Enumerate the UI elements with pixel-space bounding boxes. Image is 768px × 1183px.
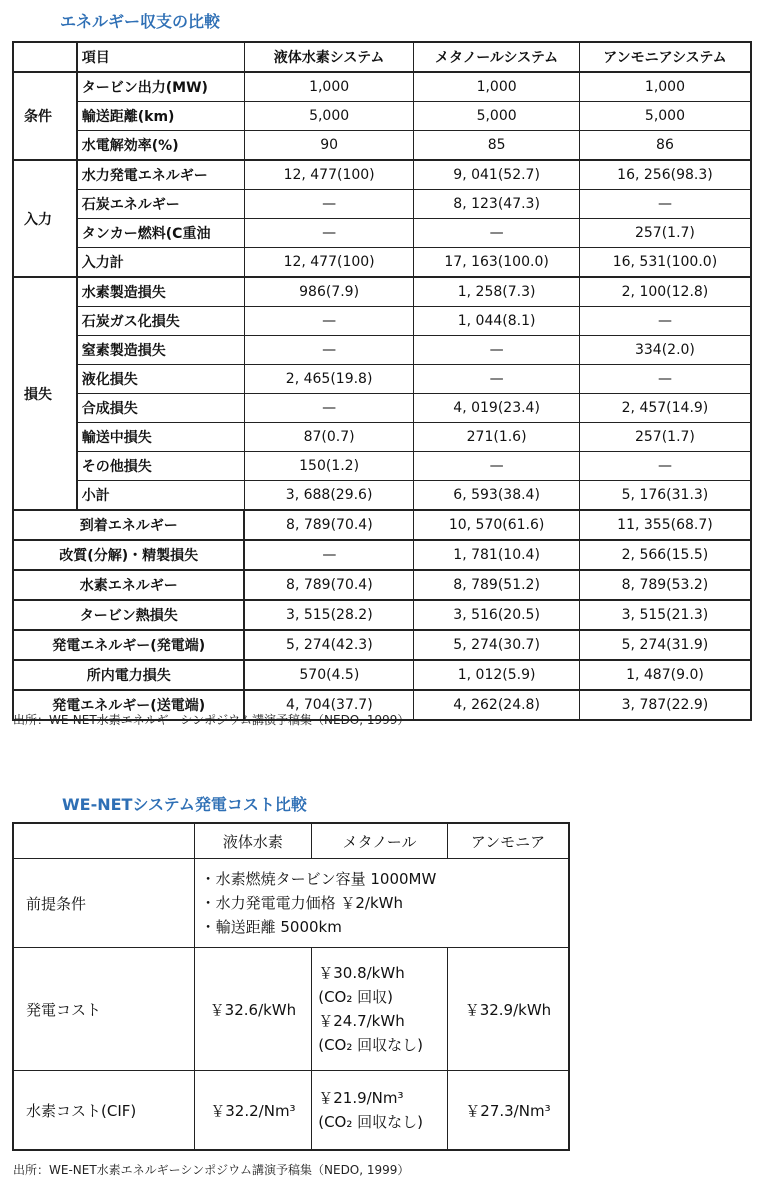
row-label: 水素製造損失 xyxy=(77,277,245,307)
table-row xyxy=(13,394,751,423)
energy-balance-title: エネルギー収支の比較 xyxy=(60,12,221,31)
cell-value: 8, 123(47.3) xyxy=(414,190,580,219)
cell-value: — xyxy=(414,219,580,248)
table-row xyxy=(13,600,751,630)
header-methanol: メタノール xyxy=(312,823,448,859)
cell-value: 87(0.7) xyxy=(244,423,413,452)
table-row xyxy=(13,307,751,336)
cell-value: 570(4.5) xyxy=(244,660,413,690)
table-row xyxy=(13,365,751,394)
cell-value: 257(1.7) xyxy=(579,219,751,248)
table-row xyxy=(13,570,751,600)
cell-value: — xyxy=(244,394,413,423)
table-row xyxy=(13,72,751,102)
table-row xyxy=(13,102,751,131)
gen-cost-lh2: ￥32.6/kWh xyxy=(194,948,312,1071)
row-label: 輸送中損失 xyxy=(77,423,245,452)
cell-value: 8, 789(53.2) xyxy=(579,570,751,600)
row-label: 合成損失 xyxy=(77,394,245,423)
table-row xyxy=(13,630,751,660)
header-lh2: 液体水素システム xyxy=(244,42,413,72)
table-row xyxy=(13,336,751,365)
cell-value: 5, 274(31.9) xyxy=(579,630,751,660)
group-conditions: 条件 xyxy=(13,72,77,160)
source-note-2: 出所：WE-NET水素エネルギーシンポジウム講演予稿集（NEDO, 1999） xyxy=(13,1163,410,1177)
cell-value: 271(1.6) xyxy=(414,423,580,452)
cell-value: — xyxy=(579,190,751,219)
cell-value: 257(1.7) xyxy=(579,423,751,452)
table-row xyxy=(13,423,751,452)
row-label: 所内電力損失 xyxy=(13,660,244,690)
header-lh2: 液体水素 xyxy=(194,823,312,859)
cell-value: 10, 570(61.6) xyxy=(414,510,580,540)
cell-value: — xyxy=(244,540,413,570)
row-label: タンカー燃料(C重油 xyxy=(77,219,245,248)
premise-line: ・輸送距離 5000km xyxy=(200,918,342,936)
table-row xyxy=(13,219,751,248)
cell-value: 1, 258(7.3) xyxy=(414,277,580,307)
cell-value: — xyxy=(244,219,413,248)
header-item: 項目 xyxy=(77,42,245,72)
row-label: 発電エネルギー(発電端) xyxy=(13,630,244,660)
premise-conditions xyxy=(194,859,569,948)
row-label: 到着エネルギー xyxy=(13,510,244,540)
cell-value: 2, 566(15.5) xyxy=(579,540,751,570)
table-row xyxy=(13,540,751,570)
cell-value: 1, 487(9.0) xyxy=(579,660,751,690)
cell-value: 5, 274(42.3) xyxy=(244,630,413,660)
row-label: 小計 xyxy=(77,481,245,511)
cell-value: 986(7.9) xyxy=(244,277,413,307)
gen-cost-ammonia: ￥32.9/kWh xyxy=(447,948,569,1071)
cell-value: 8, 789(51.2) xyxy=(414,570,580,600)
cell-value: 1,000 xyxy=(244,72,413,102)
row-label-h2-cost: 水素コスト(CIF) xyxy=(13,1071,194,1151)
table-row xyxy=(13,948,569,1071)
cell-value: 11, 355(68.7) xyxy=(579,510,751,540)
gen-cost-methanol: ￥30.8/kWh (CO₂ 回収) ￥24.7/kWh (CO₂ 回収なし) xyxy=(312,948,448,1071)
cell-value: 334(2.0) xyxy=(579,336,751,365)
cell-value: 4, 019(23.4) xyxy=(414,394,580,423)
cell-value: 1, 012(5.9) xyxy=(414,660,580,690)
cell-value: — xyxy=(414,452,580,481)
cell-value: 1,000 xyxy=(414,72,580,102)
cell-value: — xyxy=(579,365,751,394)
row-label: 改質(分解)・精製損失 xyxy=(13,540,244,570)
cell-value: 5,000 xyxy=(244,102,413,131)
table-row xyxy=(13,510,751,540)
cell-value: — xyxy=(579,452,751,481)
cell-value: 12, 477(100) xyxy=(244,160,413,190)
table-row xyxy=(13,248,751,278)
group-loss: 損失 xyxy=(13,277,77,510)
cell-value: — xyxy=(414,336,580,365)
row-label: その他損失 xyxy=(77,452,245,481)
cell-value: 2, 457(14.9) xyxy=(579,394,751,423)
cell-value: 8, 789(70.4) xyxy=(244,510,413,540)
table-row xyxy=(13,1071,569,1151)
table-row xyxy=(13,660,751,690)
h2-cost-lh2: ￥32.2/Nm³ xyxy=(194,1071,312,1151)
header-ammonia: アンモニア xyxy=(447,823,569,859)
cell-value: 3, 515(28.2) xyxy=(244,600,413,630)
cell-value: — xyxy=(244,190,413,219)
cell-value: 3, 516(20.5) xyxy=(414,600,580,630)
cost-comparison-title: WE-NETシステム発電コスト比較 xyxy=(62,795,307,814)
cell-value: 86 xyxy=(579,131,751,161)
cell-value: — xyxy=(414,365,580,394)
cell-value: 4, 704(37.7) xyxy=(244,690,413,720)
cell-value: 3, 688(29.6) xyxy=(244,481,413,511)
cell-value: 5,000 xyxy=(414,102,580,131)
cell-value: 3, 515(21.3) xyxy=(579,600,751,630)
row-label: 窒素製造損失 xyxy=(77,336,245,365)
h2-cost-ammonia: ￥27.3/Nm³ xyxy=(447,1071,569,1151)
cell-value: 8, 789(70.4) xyxy=(244,570,413,600)
cell-value: 2, 100(12.8) xyxy=(579,277,751,307)
cell-value: 17, 163(100.0) xyxy=(414,248,580,278)
cell-value: — xyxy=(244,307,413,336)
row-label: 石炭エネルギー xyxy=(77,190,245,219)
row-label-premise: 前提条件 xyxy=(13,859,194,948)
row-label: 水素エネルギー xyxy=(13,570,244,600)
cell-value: 5,000 xyxy=(579,102,751,131)
cell-value: 6, 593(38.4) xyxy=(414,481,580,511)
table-header-row xyxy=(13,42,751,72)
row-label: タービン熱損失 xyxy=(13,600,244,630)
premise-line: ・水素燃焼タービン容量 1000MW xyxy=(200,870,437,888)
row-label: 輸送距離(km) xyxy=(77,102,245,131)
table-row xyxy=(13,190,751,219)
cell-value: 2, 465(19.8) xyxy=(244,365,413,394)
row-label-gen-cost: 発電コスト xyxy=(13,948,194,1071)
group-input: 入力 xyxy=(13,160,77,277)
row-label: 発電エネルギー(送電端) xyxy=(13,690,244,720)
cell-value: — xyxy=(244,336,413,365)
cell-value: 16, 256(98.3) xyxy=(579,160,751,190)
row-label: 水力発電エネルギー xyxy=(77,160,245,190)
cell-value: 3, 787(22.9) xyxy=(579,690,751,720)
header-ammonia: アンモニアシステム xyxy=(579,42,751,72)
cell-value: 150(1.2) xyxy=(244,452,413,481)
table-header-row xyxy=(13,823,569,859)
row-label: 石炭ガス化損失 xyxy=(77,307,245,336)
header-methanol: メタノールシステム xyxy=(414,42,580,72)
cell-value: 1,000 xyxy=(579,72,751,102)
row-label: 液化損失 xyxy=(77,365,245,394)
cell-value: 5, 274(30.7) xyxy=(414,630,580,660)
table-row xyxy=(13,452,751,481)
cell-value: 5, 176(31.3) xyxy=(579,481,751,511)
h2-cost-methanol: ￥21.9/Nm³ (CO₂ 回収なし) xyxy=(312,1071,448,1151)
table-row xyxy=(13,481,751,511)
energy-balance-table xyxy=(12,41,752,721)
cost-comparison-table xyxy=(12,822,570,1151)
premise-line: ・水力発電電力価格 ￥2/kWh xyxy=(200,894,404,912)
cell-value: 90 xyxy=(244,131,413,161)
table-row xyxy=(13,160,751,190)
cell-value: 4, 262(24.8) xyxy=(414,690,580,720)
cell-value: 16, 531(100.0) xyxy=(579,248,751,278)
cell-value: 9, 041(52.7) xyxy=(414,160,580,190)
cell-value: 85 xyxy=(414,131,580,161)
row-label: 入力計 xyxy=(77,248,245,278)
cell-value: 12, 477(100) xyxy=(244,248,413,278)
table-row xyxy=(13,131,751,161)
source-note-1: 出所：WE-NET水素エネルギーシンポジウム講演予稿集（NEDO, 1999） xyxy=(13,713,410,727)
cell-value: 1, 781(10.4) xyxy=(414,540,580,570)
table-row xyxy=(13,277,751,307)
cell-value: — xyxy=(579,307,751,336)
table-row xyxy=(13,859,569,948)
row-label: タービン出力(MW) xyxy=(77,72,245,102)
row-label: 水電解効率(%) xyxy=(77,131,245,161)
cell-value: 1, 044(8.1) xyxy=(414,307,580,336)
